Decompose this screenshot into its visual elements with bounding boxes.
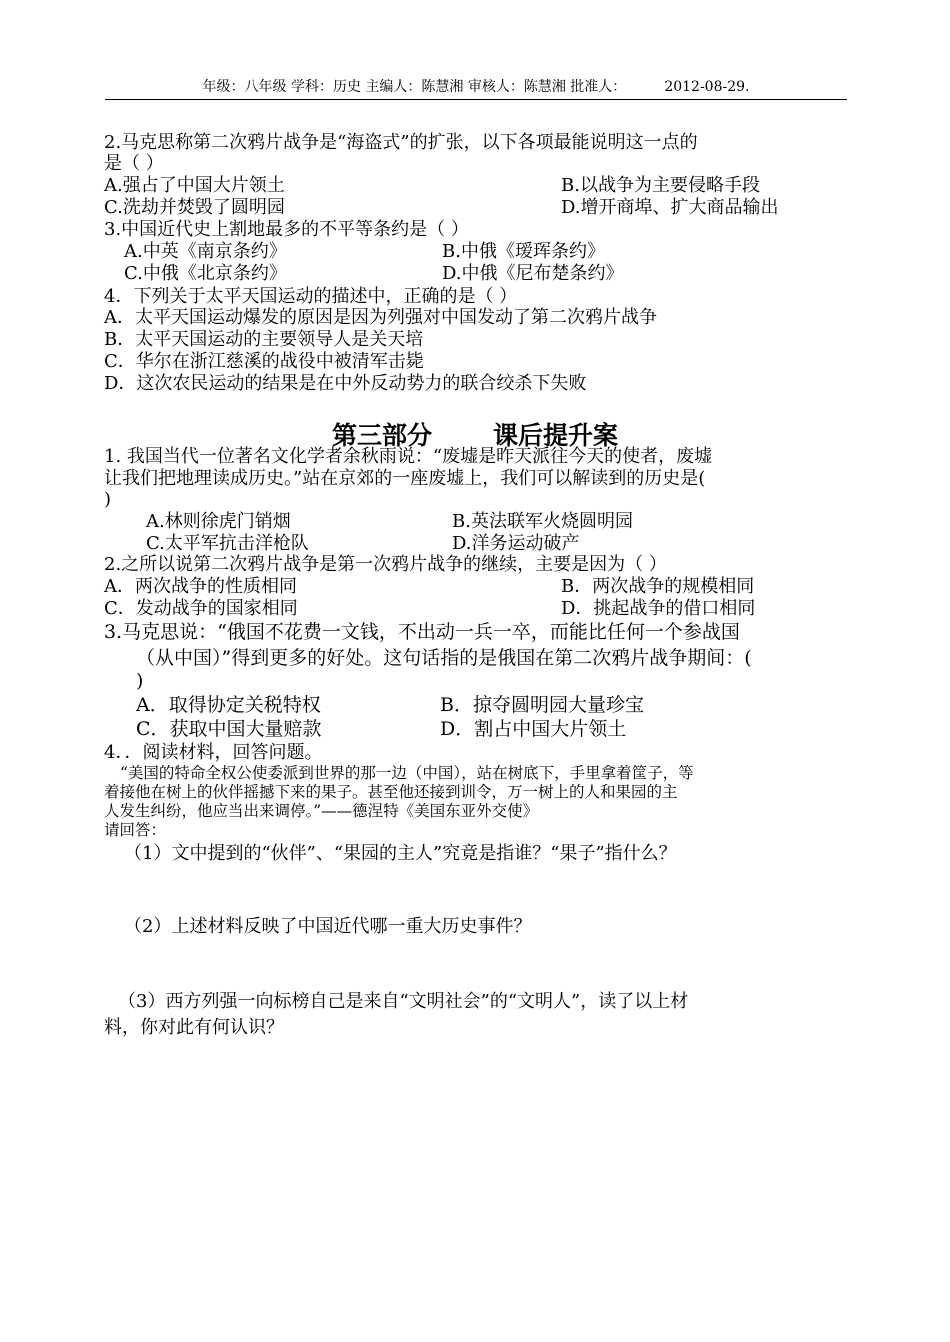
option-b: B．两次战争的规模相同 xyxy=(561,576,755,597)
option-a: A．取得协定关税特权 xyxy=(136,694,321,716)
header-date: 2012-08-29. xyxy=(664,79,750,95)
material-quote: “美国的特命全权公使委派到世界的那一边（中国），站在树底下，手里拿着筐子，等 xyxy=(120,764,694,782)
option-d: D．这次农民运动的结果是在中外反动势力的联合绞杀下失败 xyxy=(104,373,587,394)
option-c: C．发动战争的国家相同 xyxy=(104,598,298,619)
option-c: C．获取中国大量赔款 xyxy=(136,718,322,740)
option-d: D．挑起战争的借口相同 xyxy=(561,598,756,619)
option-a: A.林则徐虎门销烟 xyxy=(146,511,291,532)
option-d: D.增开商埠、扩大商品输出 xyxy=(561,197,779,218)
option-row xyxy=(104,197,779,219)
option-row xyxy=(146,511,633,533)
header-info: 年级：八年级 学科：历史 主编人：陈慧湘 审核人：陈慧湘 批准人： xyxy=(202,79,627,95)
option-row xyxy=(146,533,580,555)
option-c: C．华尔在浙江慈溪的战役中被清军击毙 xyxy=(104,351,424,372)
section-title: 第三部分 课后提升案 xyxy=(332,421,618,450)
option-a: A．两次战争的性质相同 xyxy=(104,576,297,597)
material-quote: 人发生纠纷，他应当出来调停。”——德涅特《美国东亚外交使》 xyxy=(104,802,539,820)
sub-question: （2）上述材料反映了中国近代哪一重大历史事件？ xyxy=(124,916,532,937)
option-row xyxy=(104,576,755,598)
question-stem: 3.中国近代史上割地最多的不平等条约是（ ） xyxy=(104,219,469,240)
sub-question: 料，你对此有何认识？ xyxy=(104,1017,284,1038)
option-row xyxy=(136,718,627,740)
option-c: C.洗劫并焚毁了圆明园 xyxy=(104,197,285,218)
option-row xyxy=(104,598,756,620)
question-stem: （从中国）”得到更多的好处。这句话指的是俄国在第二次鸦片战争期间：( xyxy=(136,647,752,669)
sub-question: （3）西方列强一向标榜自己是来自“文明社会”的“文明人”，读了以上材 xyxy=(118,991,689,1012)
question-stem: 是（ ） xyxy=(104,153,164,174)
option-row xyxy=(104,175,760,197)
option-b: B．掠夺圆明园大量珍宝 xyxy=(440,694,644,716)
option-row xyxy=(124,263,624,285)
question-stem: 1. 我国当代一位著名文化学者余秋雨说：“废墟是昨天派往今天的使者，废墟 xyxy=(104,446,713,467)
answer-prompt: 请回答： xyxy=(104,821,167,839)
option-b: B.中俄《瑷珲条约》 xyxy=(442,241,605,262)
option-b: B.以战争为主要侵略手段 xyxy=(561,175,760,196)
option-a: A.强占了中国大片领土 xyxy=(104,175,285,196)
option-row xyxy=(136,694,644,716)
option-b: B.英法联军火烧圆明园 xyxy=(452,511,633,532)
option-d: D.洋务运动破产 xyxy=(452,533,580,554)
option-b: B．太平天国运动的主要领导人是关天培 xyxy=(104,329,424,350)
sub-question: （1）文中提到的“伙伴”、“果园的主人”究竟是指谁？“果子”指什么？ xyxy=(124,843,677,864)
option-d: D．割占中国大片领土 xyxy=(440,718,627,740)
question-stem: 2.马克思称第二次鸦片战争是“海盗式”的扩张，以下各项最能说明这一点的 xyxy=(104,132,698,153)
question-stem: 让我们把地理读成历史。”站在京郊的一座废墟上，我们可以解读到的历史是( xyxy=(104,468,706,489)
question-stem: 3.马克思说：“俄国不花费一文钱，不出动一兵一卒，而能比任何一个参战国 xyxy=(104,621,740,643)
question-stem: 4．下列关于太平天国运动的描述中，正确的是（ ） xyxy=(104,286,518,307)
option-c: C.中俄《北京条约》 xyxy=(124,263,287,284)
option-a: A.中英《南京条约》 xyxy=(124,241,287,262)
option-d: D.中俄《尼布楚条约》 xyxy=(442,263,624,284)
option-a: A．太平天国运动爆发的原因是因为列强对中国发动了第二次鸦片战争 xyxy=(104,307,657,328)
question-stem: ) xyxy=(136,670,144,692)
option-c: C.太平军抗击洋枪队 xyxy=(146,533,309,554)
question-stem: ) xyxy=(104,489,112,510)
option-row xyxy=(124,241,605,263)
material-quote: 着接他在树上的伙伴摇撼下来的果子。甚至他还接到训令，万一树上的人和果园的主 xyxy=(104,783,678,801)
page-header xyxy=(105,76,847,100)
question-stem: 4．．阅读材料，回答问题。 xyxy=(104,742,323,763)
question-stem: 2.之所以说第二次鸦片战争是第一次鸦片战争的继续，主要是因为（ ） xyxy=(104,554,667,575)
